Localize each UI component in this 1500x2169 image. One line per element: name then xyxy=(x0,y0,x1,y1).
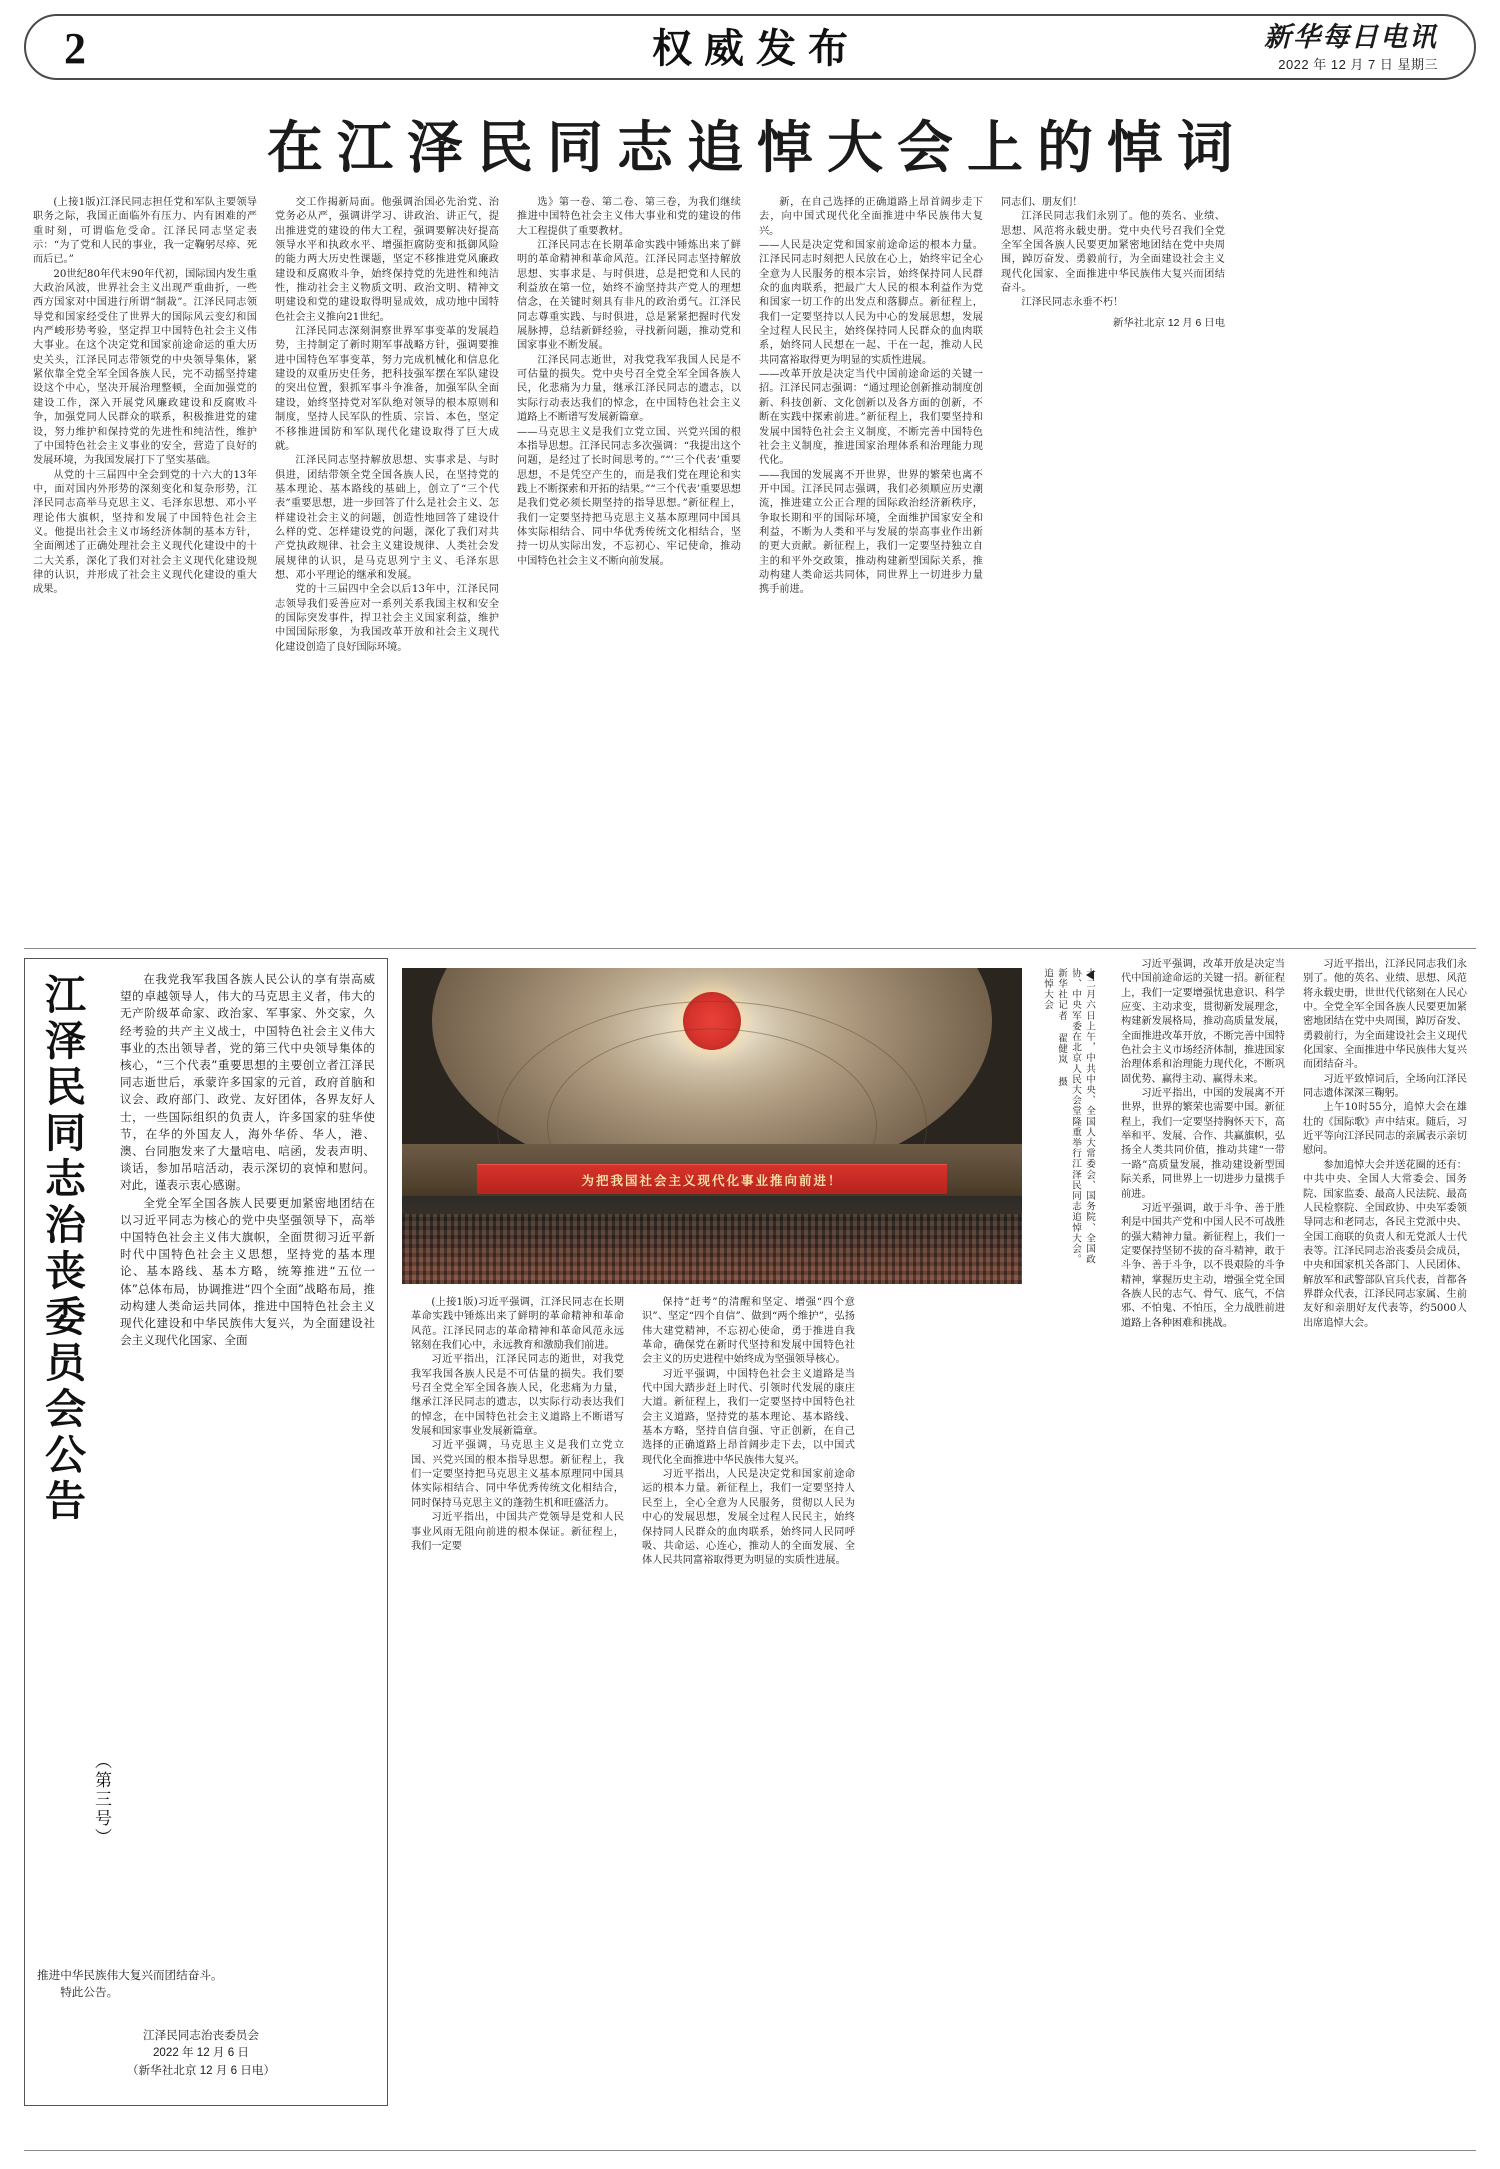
middle-section xyxy=(402,958,1096,2106)
paragraph: 党的十三届四中全会以后13年中，江泽民同志领导我们妥善应对一系列关系我国主权和安全的国际突发事件，捍卫社会主义国家利益，维护中国国际形象，为我国改革开放和社会主义现代化建设创造了良好国际环境。 xyxy=(275,584,499,653)
paragraph: 习近平致悼词后，全场向江泽民同志遗体深深三鞠躬。 xyxy=(1303,1073,1467,1100)
paragraph: 参加追悼大会并送花圈的还有：中共中央、全国人大常委会、国务院、国家监委、最高人民法院、最高人民检察院、全国政协、中央军委领导同志和老同志，各民主党派中央、全国工商联的负责人和无党派人士代表等。江泽民同志治丧委员会成员，中央和国家机关各部门、人民团体、解放军和武警部队官兵代表，首都各界群众代表，江泽民同志家属、生前友好和亲朋好友代表等，约5000人出席追悼大会。 xyxy=(1303,1159,1467,1329)
paragraph: 习近平指出，江泽民同志我们永别了。他的英名、业绩、思想、风范将永载史册，世世代代铭刻在人民心中。全党全军全国各族人民要更加紧密地团结在党中央周围，踔厉奋发、勇毅前行，为全面建设社会主义现代化国家、全面推进中华民族伟大复兴而团结奋斗。 xyxy=(1303,959,1467,1071)
paragraph: 习近平强调，改革开放是决定当代中国前途命运的关键一招。新征程上，我们一定要增强忧患意识、科学应变、主动求变，贯彻新发展理念，构建新发展格局，推动高质量发展，全面推进改革开放，不断完善中国特色社会主义市场经济体制，推进国家治理体系和治理能力现代化，不断巩固优势、赢得主动、赢得未来。 xyxy=(1121,959,1285,1085)
announcement-title: 江泽民同志治丧委员会公告 xyxy=(38,973,86,1525)
announcement-signature xyxy=(37,2027,365,2080)
paragraph: 全党全军全国各族人民要更加紧密地团结在以习近平同志为核心的党中央坚强领导下，高举中国特色社会主义伟大旗帜，全面贯彻习近平新时代中国特色社会主义思想，坚持党的基本理论、基本路线、基本方略，统筹推进“五位一体”总体布局，协调推进“四个全面”战略布局，推动构建人类命运共同体，推进中国特色社会主义现代化建设和中华民族伟大复兴，为全面建设社会主义现代化国家、全面 xyxy=(120,1195,375,1348)
signature-source: （新华社北京 12 月 6 日电） xyxy=(126,2063,276,2077)
page-number: 2 xyxy=(64,24,86,73)
paper-name: 新华每日电讯 xyxy=(1264,22,1438,53)
photo-figure xyxy=(402,968,1022,1284)
paragraph: 江泽民同志永垂不朽！ xyxy=(1021,297,1124,309)
paragraph: 20世纪80年代末90年代初，国际国内发生重大政治风波，世界社会主义出现严重曲折，一些西方国家对中国进行所谓“制裁”。江泽民同志领导党和国家经受住了世界大的国际风云变幻和国内严峻形势考验，坚定捍卫中国特色社会主义伟大事业。在这个决定党和国家前途命运的重大历史关头，江泽民同志带领党的中央领导集体，紧紧依靠全党全军全国各族人民，完不动摇坚持建设这个中心，坚决开展治理整顿，全面加强党的建设工作，深入开展党风廉政建设和反腐败斗争，加强党同人民群众的联系，积极推进党的建设，努力维护和保持党的先进性和纯洁性，维护了中国特色社会主义事业的安全，营造了良好的发展环境，为我国发展打下了坚实基础。 xyxy=(33,268,257,467)
paragraph: 推进中华民族伟大复兴而团结奋斗。 xyxy=(37,1967,223,1982)
article-column xyxy=(750,196,992,942)
memorial-photo xyxy=(402,968,1022,1284)
paragraph: 习近平指出，人民是决定党和国家前途命运的根本力量。新征程上，我们一定要坚持人民至上，全心全意为人民服务，贯彻以人民为中心的发展思想，发展全过程人民民主，始终保持同人民群众的血肉联系，始终同人民同呼吸、共命运、心连心，推动人的全面发展、全体人民共同富裕取得更为明显的实质性进展。 xyxy=(642,1469,855,1567)
paragraph: ——人民是决定党和国家前途命运的根本力量。江泽民同志时刻把人民放在心上，始终牢记全心全意为人民服务的根本宗旨，始终保持同人民群众的血肉联系，把最广大人民的根本利益作为党和国家一切工作的出发点和落脚点。新征程上，我们一定要坚持以人民为中心的发展思想，发展全过程人民民主，始终保持同人民群众的血肉联系，始终同人民想在一起、干在一起，推动人民共同富裕取得更为明显的实质性进展。 xyxy=(759,240,983,366)
paragraph: 从党的十三届四中全会到党的十六大的13年中，面对国内外形势的深刻变化和复杂形势，江泽民同志高举马克思主义、毛泽东思想、邓小平理论伟大旗帜，坚持和发展了中国特色社会主义。他提出社会主义市场经济体制的基本方针，全面阐述了正确处理社会主义现代化建设中的十二大关系，深化了我们对社会主义现代化建设规律的认识，并形成了社会主义现代化建设的重大成果。 xyxy=(33,469,257,596)
paragraph: 江泽民同志深刻洞察世界军事变革的发展趋势，主持制定了新时期军事战略方针，强调要推进中国特色军事变革，努力完成机械化和信息化建设的双重历史任务，把科技强军摆在军队建设的突出位置，狠抓军事斗争准备，加强军队全面建设，始终坚持党对军队绝对领导的根本原则和制度，坚持人民军队的性质、宗旨、本色，坚定不移推进国防和军队现代化建设取得了巨大成就。 xyxy=(275,326,499,452)
paragraph: ——改革开放是决定当代中国前途命运的关键一招。江泽民同志强调：“通过理论创新推动制度创新、科技创新、文化创新以及各方面的创新，不断在实践中探索前进。”新征程上，我们要坚持和发展中国特色社会主义制度，不断完善中国特色社会主义制度，推进国家治理体系和治理能力现代化。 xyxy=(759,369,983,467)
article-column xyxy=(24,196,266,942)
signature-date: 2022 年 12 月 6 日 xyxy=(152,2046,250,2059)
paragraph: (上接1版)习近平强调，江泽民同志在长期革命实践中锤炼出来了鲜明的革命精神和革命风范。江泽民同志的革命精神和革命风范永远铭刻在我们心中，永远教育和激励我们前进。 xyxy=(411,1297,624,1352)
hall-banner: 为把我国社会主义现代化事业推向前进！ xyxy=(477,1164,947,1194)
announcement-body xyxy=(120,969,375,2097)
paragraph: 上午10时55分，追悼大会在雄壮的《国际歌》声中结束。随后，习近平等向江泽民同志的亲属表示亲切慰问。 xyxy=(1303,1102,1467,1157)
paragraph: (上接1版)江泽民同志担任党和军队主要领导职务之际，我国正面临外有压力、内有困难的严重时刻，可谓临危受命。江泽民同志坚定表示：“为了党和人民的事业，我一定鞠躬尽瘁、死而后已。” xyxy=(33,197,257,266)
paragraph: 江泽民同志逝世，对我党我军我国人民是不可估量的损失。党中央号召全党全军全国各族人民，化悲痛为力量，继承江泽民同志的遗志，以实际行动表达我们的悼念，在中国特色社会主义道路上不断谱写发展新篇章。 xyxy=(517,354,741,424)
paragraph: 交工作揭新局面。他强调治国必先治党、治党务必从严，强调讲学习、讲政治、讲正气，提出推进党的建设的伟大工程，强调要解决好提高领导水平和执政水平、增强拒腐防变和抵御风险的能力两大历史性课题，坚定不移推进党风廉政建设和反腐败斗争，始终保持党的先进性和纯洁性，推动社会主义物质文明、政治文明、精神文明建设和党的建设取得明显成效，成功地中国特色社会主义推向21世纪。 xyxy=(275,197,499,323)
paragraph: ——我国的发展离不开世界，世界的繁荣也离不开中国。江泽民同志强调，我们必须顺应历史潮流，推进建立公正合理的国际政治经济新秩序，争取长期和平的国际环境，全面维护国家安全和利益，不断为人类和平与发展的崇高事业作出新的更大贡献。新征程上，我们一定要坚持独立自主的和平外交政策，推动构建新型国际关系，推动构建人类命运共同体，同世界上一切进步力量携手前进。 xyxy=(759,469,983,596)
page-bottom-rule xyxy=(24,2150,1476,2151)
article-column xyxy=(1112,958,1294,2106)
paragraph: 习近平强调，马克思主义是我们立党立国、兴党兴国的根本指导思想。新征程上，我们一定要坚持把马克思主义基本原理同中国具体实际相结合、同中华优秀传统文化相结合，同时保持马克思主义的蓬勃生机和旺盛活力。 xyxy=(411,1440,624,1509)
photo-caption: 十二月六日上午，中共中央、全国人大常委会、国务院、全国政协、中央军委在北京人民大会堂隆重举行江泽民同志追悼大会。 xyxy=(1070,968,1095,1265)
photo-marker-label: 追悼大会 xyxy=(1042,968,1053,1011)
article-column xyxy=(402,1296,633,2106)
paper-brand xyxy=(1168,22,1438,74)
announcement-subtitle: （第三号） xyxy=(91,1752,111,1847)
paragraph: 习近平指出，中国的发展离不开世界，世界的繁荣也需要中国。新征程上，我们一定要坚持胸怀天下，高举和平、发展、合作、共赢旗帜，弘扬全人类共同价值，推动共建“一带一路”高质量发展，推动建设新型国际关系，同世界上一切进步力量携手前进。 xyxy=(1121,1088,1285,1200)
photo-credit: 新华社记者 翟健岚 摄 xyxy=(1056,968,1067,1088)
article-column xyxy=(992,196,1234,942)
page-title: 在江泽民同志追悼大会上的悼词 xyxy=(267,115,1247,181)
hall-audience xyxy=(402,1196,1022,1284)
article-column xyxy=(266,196,508,942)
paragraph: 习近平强调，中国特色社会主义道路是当代中国大踏步赶上时代、引领时代发展的康庄大道。新征程上，我们一定要坚持中国特色社会主义道路，坚持党的基本理论、基本路线、基本方略，坚持自信自强、守正创新，在自己选择的正确道路上昂首阔步走下去，以中国式现代化全面推进中华民族伟大复兴。 xyxy=(642,1368,855,1466)
paragraph: ——马克思主义是我们立党立国、兴党兴国的根本指导思想。江泽民同志多次强调：“我提出这个问题，是经过了长时间思考的。”“‘三个代表’重要思想，不是凭空产生的，而是我们党在理论和实践上不断探索和开拓的结果。”“三个代表’重要思想是我们党必须长期坚持的指导思想。”新征程上，我们一定要坚持把马克思主义基本原理同中国具体实际相结合、同中华优秀传统文化相结合，坚持一切从实际出发，不忘初心、牢记使命，推动中国特色社会主义不断向前发展。 xyxy=(517,426,741,567)
article-column xyxy=(1294,958,1476,2106)
paragraph: 特此公告。 xyxy=(60,1984,119,1999)
paper-date: 2022 年 12 月 7 日 星期三 xyxy=(1278,57,1438,72)
article-column xyxy=(508,196,750,942)
right-section xyxy=(1112,958,1476,2106)
triangle-marker-icon xyxy=(1086,970,1094,980)
paragraph: 保持“赶考”的清醒和坚定、增强“四个意识”、坚定“四个自信”、做到“两个维护”，弘扬伟大建党精神，不忘初心使命，勇于推进自我革命，确保党在新时代坚持和发展中国特色社会主义的历史进程中始终成为坚强领导核心。 xyxy=(642,1297,855,1366)
paragraph: 选》第一卷、第二卷、第三卷，为我们继续推进中国特色社会主义伟大事业和党的建设的伟大工程提供了重要教材。 xyxy=(517,197,741,237)
top-article xyxy=(24,196,1476,942)
paragraph: 习近平指出，中国共产党领导是党和人民事业风雨无阻向前进的根本保证。新征程上，我们一定要 xyxy=(411,1512,624,1552)
article-column-spacer xyxy=(864,1296,1095,2106)
paragraph: 同志们、朋友们！ xyxy=(1001,197,1083,208)
paragraph: 习近平指出，江泽民同志的逝世，对我党我军我国各族人民是不可估量的损失。我们要号召全党全军全国各族人民，化悲痛为力量，继承江泽民同志的遗志，以实际行动表达我们的悼念，在中国特色社会主义道路上不断谱写发展和国家事业发展新篇章。 xyxy=(411,1354,624,1438)
announcement-box xyxy=(24,958,388,2106)
paragraph: 江泽民同志我们永别了。他的英名、业绩、思想、风范将永载史册。党中央代号召我们全党全军全国各族人民要更加紧密地团结在党中央周围，踔厉奋发、勇毅前行，为全面建设社会主义现代化国家、全面推进中华民族伟大复兴而团结奋斗。 xyxy=(1001,211,1225,295)
signature-org: 江泽民同志治丧委员会 xyxy=(143,2028,259,2042)
photo-caption-block xyxy=(1024,968,1096,1284)
middle-article xyxy=(402,1296,1096,2106)
paragraph: 江泽民同志坚持解放思想、实事求是、与时俱进，团结带领全党全国各族人民，在坚持党的基本理论、基本路线的基础上，创立了“三个代表”重要思想，进一步回答了什么是社会主义、怎样建设社会主义的问题，创造性地回答了建设什么样的党、怎样建设党的问题，深化了我们对共产党执政规律、社会主义建设规律、人类社会发展规律的认识，是马克思列宁主义、毛泽东思想、邓小平理论的继承和发展。 xyxy=(275,455,499,581)
article-dateline: 新华社北京 12 月 6 日电 xyxy=(1112,317,1225,329)
article-column xyxy=(633,1296,864,2106)
section-title: 权威发布 xyxy=(652,25,860,72)
paragraph: 习近平强调，敢于斗争、善于胜利是中国共产党和中国人民不可战胜的强大精神力量。新征程上，我们一定要保持坚韧不拔的奋斗精神，敢于斗争、善于斗争，以不畏艰险的斗争精神，掌握历史主动，增强全党全国各族人民的志气、骨气、底气，不信邪、不怕鬼、不怕压，全力战胜前进道路上各种困难和挑战。 xyxy=(1121,1202,1285,1329)
paragraph: 江泽民同志在长期革命实践中锤炼出来了鲜明的革命精神和革命风范。江泽民同志坚持解放思想、实事求是、与时俱进，总是把党和人民的利益放在第一位，始终不渝坚持共产党人的理想信念，在关键时刻具有非凡的政治勇气。江泽民同志尊重实践、与时俱进，总是紧紧把握时代发展脉搏，总结新鲜经验，寻找新问题，推动党和国家事业不断发展。 xyxy=(517,240,741,352)
bottom-section xyxy=(24,958,1476,2144)
paragraph: 在我党我军我国各族人民公认的享有崇高威望的卓越领导人，伟大的马克思主义者，伟大的无产阶级革命家、政治家、军事家、外交家，久经考验的共产主义战士，中国特色社会主义伟大事业的杰出领导者，党的第三代中央领导集体的核心，“三个代表”重要思想的主要创立者江泽民同志逝世后，承蒙许多国家的元首，政府首脑和议会、政府部门、政党、友好团体，各界友好人士，一些国际组织的负责人，许多国家的驻华使节，在华的外国友人，海外华侨、华人，港、澳、台同胞发来了大量唁电、唁函，发表声明、谈话，参加吊唁活动，表示深切的哀悼和慰问。对此，谨表示衷心感谢。 xyxy=(120,972,375,1193)
masthead xyxy=(24,14,1476,80)
paragraph: 新，在自己选择的正确道路上昂首阔步走下去，向中国式现代化全面推进中华民族伟大复兴。 xyxy=(759,197,983,237)
section-divider xyxy=(24,948,1476,949)
article-column-spacer xyxy=(1234,196,1476,942)
announcement-tail xyxy=(37,1967,375,2001)
